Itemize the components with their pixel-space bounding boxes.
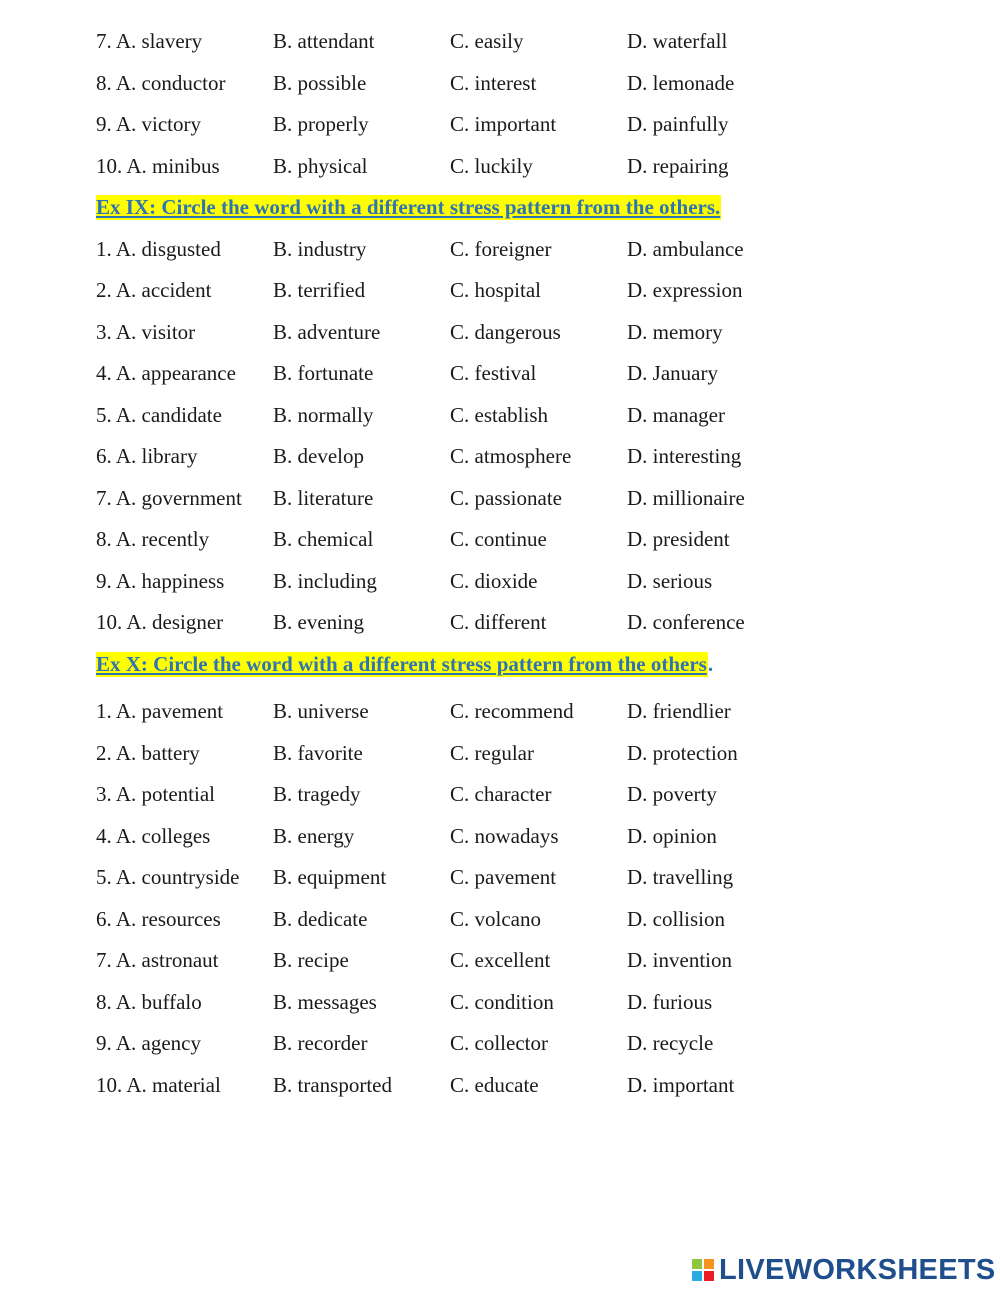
answer-option-c[interactable]: C. volcano	[450, 906, 541, 931]
answer-option-b[interactable]: B. dedicate	[273, 906, 368, 931]
answer-option-b[interactable]: B. industry	[273, 236, 367, 261]
answer-option-c[interactable]: C. easily	[450, 29, 524, 54]
liveworksheets-logo-icon	[692, 1259, 714, 1281]
answer-option-c[interactable]: C. continue	[450, 527, 547, 552]
answer-option-a[interactable]: 10. A. material	[96, 1072, 221, 1097]
answer-option-d[interactable]: D. January	[627, 361, 718, 386]
answer-option-d[interactable]: D. recycle	[627, 1031, 714, 1056]
answer-option-b[interactable]: B. messages	[273, 989, 377, 1014]
answer-option-d[interactable]: D. president	[627, 527, 730, 552]
answer-option-b[interactable]: B. energy	[273, 823, 355, 848]
answer-option-a[interactable]: 4. A. colleges	[96, 823, 211, 848]
question-row	[96, 602, 976, 644]
answer-option-c[interactable]: C. pavement	[450, 865, 557, 890]
answer-option-d[interactable]: D. interesting	[627, 444, 742, 469]
answer-option-d[interactable]: D. invention	[627, 948, 732, 973]
answer-option-a[interactable]: 10. A. minibus	[96, 153, 220, 178]
answer-option-a[interactable]: 4. A. appearance	[96, 361, 236, 386]
ex-ix-heading	[96, 187, 976, 229]
question-row	[96, 519, 976, 561]
question-row	[96, 1065, 976, 1107]
question-row	[96, 270, 976, 312]
answer-option-d[interactable]: D. painfully	[627, 112, 729, 137]
answer-option-c[interactable]: C. important	[450, 112, 557, 137]
question-row	[96, 561, 976, 603]
prev-section	[96, 21, 976, 187]
answer-option-c[interactable]: C. recommend	[450, 699, 574, 724]
question-row	[96, 774, 976, 816]
answer-option-d[interactable]: D. ambulance	[627, 236, 744, 261]
question-row	[96, 940, 976, 982]
ex-ix-title: Ex IX: Circle the word with a different stress pattern from the others.	[96, 195, 721, 220]
answer-option-c[interactable]: C. character	[450, 782, 552, 807]
answer-option-a[interactable]: 7. A. astronaut	[96, 948, 219, 973]
answer-option-d[interactable]: D. furious	[627, 989, 713, 1014]
answer-option-b[interactable]: B. transported	[273, 1072, 392, 1097]
answer-option-b[interactable]: B. normally	[273, 402, 374, 427]
answer-option-c[interactable]: C. dangerous	[450, 319, 561, 344]
question-row	[96, 353, 976, 395]
answer-option-a[interactable]: 3. A. potential	[96, 782, 215, 807]
liveworksheets-logo	[692, 1253, 996, 1286]
ex-ix-questions	[96, 229, 976, 644]
question-row	[96, 691, 976, 733]
answer-option-a[interactable]: 8. A. recently	[96, 527, 210, 552]
answer-option-d[interactable]: D. protection	[627, 740, 738, 765]
answer-option-b[interactable]: B. including	[273, 568, 377, 593]
question-row	[96, 395, 976, 437]
answer-option-c[interactable]: C. condition	[450, 989, 554, 1014]
ex-x-title-end: .	[707, 651, 714, 676]
answer-option-a[interactable]: 9. A. agency	[96, 1031, 201, 1056]
answer-option-b[interactable]: B. equipment	[273, 865, 387, 890]
question-row	[96, 436, 976, 478]
question-row	[96, 982, 976, 1024]
ex-x-title: Ex X: Circle the word with a different stress pattern from the others	[96, 651, 707, 676]
question-row	[96, 104, 976, 146]
answer-option-c[interactable]: C. dioxide	[450, 568, 538, 593]
answer-option-a[interactable]: 5. A. countryside	[96, 865, 240, 890]
answer-option-b[interactable]: B. tragedy	[273, 782, 361, 807]
answer-option-c[interactable]: C. regular	[450, 740, 534, 765]
ex-x-heading	[96, 644, 976, 686]
answer-option-d[interactable]: D. poverty	[627, 782, 717, 807]
answer-option-c[interactable]: C. foreigner	[450, 236, 552, 261]
answer-option-b[interactable]: B. literature	[273, 485, 374, 510]
answer-option-a[interactable]: 8. A. buffalo	[96, 989, 202, 1014]
answer-option-b[interactable]: B. terrified	[273, 278, 366, 303]
answer-option-d[interactable]: D. manager	[627, 402, 725, 427]
answer-option-d[interactable]: D. lemonade	[627, 70, 735, 95]
question-row	[96, 21, 976, 63]
answer-option-b[interactable]: B. properly	[273, 112, 369, 137]
answer-option-a[interactable]: 6. A. resources	[96, 906, 221, 931]
answer-option-a[interactable]: 1. A. disgusted	[96, 236, 221, 261]
answer-option-b[interactable]: B. develop	[273, 444, 364, 469]
answer-option-c[interactable]: C. establish	[450, 402, 548, 427]
question-row	[96, 312, 976, 354]
question-row	[96, 146, 976, 188]
answer-option-c[interactable]: C. hospital	[450, 278, 542, 303]
answer-option-b[interactable]: B. chemical	[273, 527, 374, 552]
answer-option-c[interactable]: C. excellent	[450, 948, 551, 973]
answer-option-a[interactable]: 2. A. battery	[96, 740, 200, 765]
answer-option-d[interactable]: D. expression	[627, 278, 743, 303]
answer-option-b[interactable]: B. recorder	[273, 1031, 368, 1056]
answer-option-b[interactable]: B. physical	[273, 153, 368, 178]
answer-option-b[interactable]: B. evening	[273, 610, 364, 635]
answer-option-a[interactable]: 2. A. accident	[96, 278, 212, 303]
answer-option-d[interactable]: D. important	[627, 1072, 735, 1097]
answer-option-c[interactable]: C. educate	[450, 1072, 539, 1097]
answer-option-b[interactable]: B. favorite	[273, 740, 363, 765]
answer-option-d[interactable]: D. friendlier	[627, 699, 731, 724]
answer-option-c[interactable]: C. different	[450, 610, 547, 635]
answer-option-c[interactable]: C. atmosphere	[450, 444, 572, 469]
answer-option-c[interactable]: C. interest	[450, 70, 537, 95]
answer-option-a[interactable]: 9. A. happiness	[96, 568, 225, 593]
answer-option-d[interactable]: D. memory	[627, 319, 723, 344]
answer-option-c[interactable]: C. nowadays	[450, 823, 559, 848]
answer-option-d[interactable]: D. waterfall	[627, 29, 728, 54]
answer-option-c[interactable]: C. festival	[450, 361, 537, 386]
answer-option-b[interactable]: B. fortunate	[273, 361, 374, 386]
answer-option-d[interactable]: D. repairing	[627, 153, 729, 178]
question-row	[96, 857, 976, 899]
answer-option-a[interactable]: 6. A. library	[96, 444, 198, 469]
answer-option-d[interactable]: D. serious	[627, 568, 713, 593]
ex-x-questions	[96, 691, 976, 1106]
answer-option-d[interactable]: D. travelling	[627, 865, 734, 890]
answer-option-b[interactable]: B. adventure	[273, 319, 381, 344]
answer-option-d[interactable]: D. millionaire	[627, 485, 745, 510]
question-row	[96, 1023, 976, 1065]
answer-option-b[interactable]: B. universe	[273, 699, 369, 724]
answer-option-b[interactable]: B. recipe	[273, 948, 349, 973]
question-row	[96, 899, 976, 941]
answer-option-b[interactable]: B. possible	[273, 70, 367, 95]
answer-option-c[interactable]: C. collector	[450, 1031, 548, 1056]
question-row	[96, 816, 976, 858]
answer-option-c[interactable]: C. passionate	[450, 485, 562, 510]
question-row	[96, 478, 976, 520]
answer-option-a[interactable]: 5. A. candidate	[96, 402, 222, 427]
answer-option-c[interactable]: C. luckily	[450, 153, 533, 178]
answer-option-a[interactable]: 10. A. designer	[96, 610, 224, 635]
answer-option-a[interactable]: 7. A. government	[96, 485, 242, 510]
logo-text: LIVEWORKSHEETS	[719, 1253, 996, 1286]
answer-option-a[interactable]: 7. A. slavery	[96, 29, 203, 54]
answer-option-d[interactable]: D. conference	[627, 610, 745, 635]
answer-option-a[interactable]: 3. A. visitor	[96, 319, 196, 344]
worksheet-page	[96, 21, 976, 1106]
answer-option-a[interactable]: 1. A. pavement	[96, 699, 224, 724]
question-row	[96, 733, 976, 775]
question-row	[96, 63, 976, 105]
question-row	[96, 229, 976, 271]
answer-option-d[interactable]: D. collision	[627, 906, 725, 931]
answer-option-a[interactable]: 8. A. conductor	[96, 70, 226, 95]
answer-option-a[interactable]: 9. A. victory	[96, 112, 201, 137]
answer-option-b[interactable]: B. attendant	[273, 29, 375, 54]
answer-option-d[interactable]: D. opinion	[627, 823, 717, 848]
